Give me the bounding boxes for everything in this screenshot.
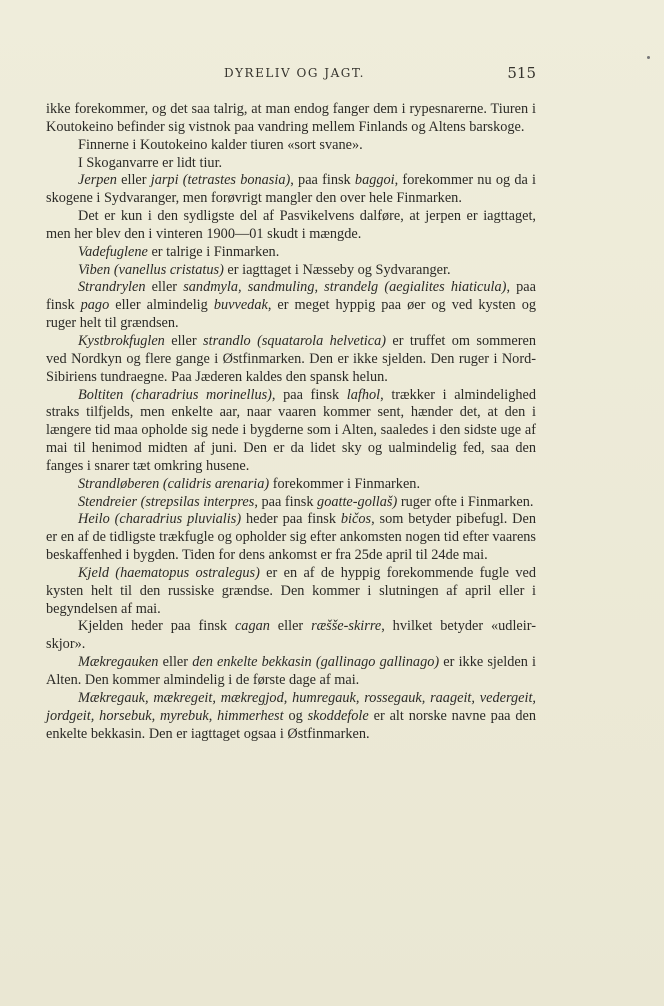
species-name: Jerpen [78,172,117,189]
text-run: er iagttaget i Næsseby og Sydvaranger. [223,261,451,278]
text-run: , paa finsk [271,386,347,403]
page-header [46,66,536,86]
text-run: eller [116,172,151,189]
paragraph [46,155,536,173]
paragraph [46,476,536,494]
text-run: eller [145,279,184,296]
vernacular-term: skoddefole [307,707,369,724]
text-run: , paa finsk [290,172,355,189]
species-name: Vadefuglene [78,243,148,260]
species-name: Strandrylen [78,279,146,296]
vernacular-term: cagan [234,618,270,635]
paragraph [46,172,536,208]
paragraph [46,654,536,690]
text-run: eller [164,332,204,349]
species-name: Stendreier (strepsilas interpres [78,493,255,510]
species-name: Kystbrokfuglen [78,332,165,349]
paragraph [46,494,536,512]
text-run: , hvilket betyder «udleir-skjor». [46,618,536,653]
text-run: , er meget hyppig paa øer og ved kysten og ruger helt til grændsen. [46,297,537,332]
species-name: Kjeld (haematopus ostralegus) [78,564,260,581]
species-name: Heilo (charadrius pluvialis) [78,511,242,528]
paragraph [46,208,536,244]
vernacular-term: Mækregauk, mækregeit, mækregjod, humregauk, rossegauk, raageit, vedergeit, jordgeit, horsebuk, myrebuk, himmerhest [46,689,536,724]
text-run: , trækker i almindelighed straks tilfjelds, men enkelte aar, naar vaaren kommer sent, hænder det, at den i længere tid maa opholde sig nede i bygderne som i Alten, saaledes i den sidste uge af mai til henimod midten af juni. Den er da lidet sky og ualmindelig fed, saa den fanges i snarer tæt omkring husene. [46,386,536,474]
paragraph [46,618,536,654]
species-name: Viben (vanellus cristatus) [78,261,224,278]
text-run: Det er kun i den sydligste del af Pasvikelvens dalføre, at jerpen er iagttaget, men her blev den i vinteren 1900—01 skudt i mængde. [46,208,536,242]
text-run: ruger ofte i Finmarken. [397,493,534,510]
species-name: jarpi (tetrastes bonasia) [150,172,291,189]
paragraph [46,262,536,280]
text-run: eller almindelig [109,297,214,314]
text-run: forekommer i Finmarken. [269,475,421,492]
vernacular-term: lafhol [346,386,381,403]
text-run: , forekommer nu og da i skogene i Sydvaranger, men forøvrigt mangler den over hele Finmarken. [46,172,537,207]
text-run: , som betyder pibefugl. Den er en af de tidligste trækfugle og opholder sig efter ankomsten nogen tid efter vaarens beskaffenhed i bygden. Tiden for dens ankomst er fra 25de april til 24de mai. [46,511,536,564]
text-run: er talrige i Finmarken. [147,243,280,260]
page-number: 515 [507,64,536,82]
species-name: Boltiten (charadrius morinellus) [78,386,272,403]
vernacular-term: bičos [340,511,372,528]
paragraph [46,690,536,744]
running-title: DYRELIV OG JAGT. [224,66,365,80]
paragraph [46,244,536,262]
text-run: er en af de hyppig forekommende fugle ved kysten helt til den russiske grændse. Den kommer i slutningen af april eller i begyndelsen af mai. [46,564,536,617]
paragraph [46,101,536,137]
vernacular-term: goatte-gollaš) [317,493,398,510]
body-text [46,101,536,743]
vernacular-term: ræšše-skirre [311,618,382,635]
text-run: Finnerne i Koutokeino kalder tiuren «sort svane». [78,136,363,153]
text-run: er alt norske navne paa den enkelte bekkasin. Den er iagttaget ogsaa i Østfinmarken. [46,707,537,742]
species-name: den enkelte bekkasin (gallinago gallinago) [192,654,440,671]
text-run: og [283,707,308,724]
vernacular-term: baggoi [354,172,395,189]
species-name: Strandløberen (calidris arenaria) [78,475,270,492]
text-run: , paa finsk [46,279,536,314]
text-run: eller [158,654,193,671]
page-speck [647,56,650,59]
text-run: I Skoganvarre er lidt tiur. [78,154,223,171]
paragraph [46,333,536,387]
species-name: Mækregauken [78,654,159,671]
paragraph [46,387,536,476]
text-run: er ikke sjelden i Alten. Den kommer almindelig i de første dage af mai. [46,654,536,688]
vernacular-term: buvvedak [213,297,268,314]
paragraph [46,511,536,565]
text-run: eller [269,618,312,635]
species-name: sandmyla, sandmuling, strandelg (aegialites hiaticula) [183,279,507,296]
paragraph [46,137,536,155]
vernacular-term: pago [80,297,110,314]
paragraph [46,279,536,333]
text-run: ikke forekommer, og det saa talrig, at man endog fanger dem i rypesnarerne. Tiuren i Koutokeino befinder sig vistnok paa vandring mellem Finlands og Altens barskoge. [46,101,536,135]
text-run: heder paa finsk [241,511,341,528]
text-run: , paa finsk [254,493,318,510]
species-name: strandlo (squatarola helvetica) [203,332,387,349]
text-run: Kjelden heder paa finsk [78,618,235,635]
text-run: er truffet om sommeren ved Nordkyn og flere gange i Østfinmarken. Den er ikke sjelden. Den ruger i Nord-Sibiriens tundraegne. Paa Jæderen kaldes den spansk helun. [46,332,536,385]
paragraph [46,565,536,619]
